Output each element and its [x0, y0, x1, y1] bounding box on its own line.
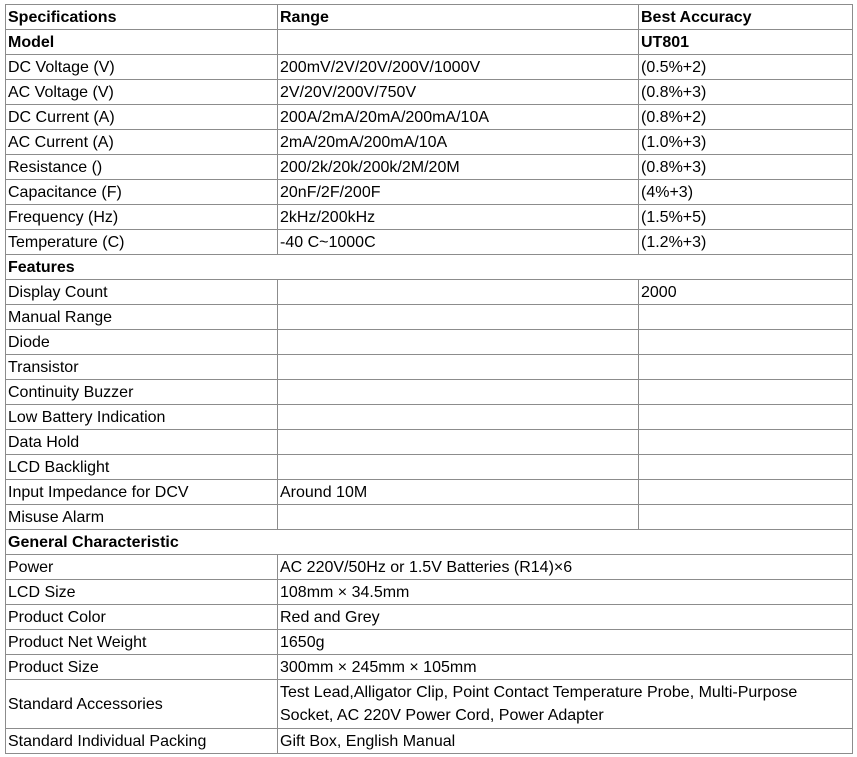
table-row	[6, 405, 853, 430]
spec-range: 2kHz/200kHz	[278, 205, 639, 230]
feature-range	[278, 430, 639, 455]
feature-name: Diode	[6, 330, 278, 355]
spec-accuracy: (0.5%+2)	[639, 55, 853, 80]
features-section-row	[6, 255, 853, 280]
spec-name: DC Current (A)	[6, 105, 278, 130]
feature-range	[278, 280, 639, 305]
spec-name: DC Voltage (V)	[6, 55, 278, 80]
header-specifications: Specifications	[6, 5, 278, 30]
spec-accuracy: (1.5%+5)	[639, 205, 853, 230]
model-range-empty	[278, 30, 639, 55]
spec-name: Temperature (C)	[6, 230, 278, 255]
general-value: 1650g	[278, 630, 853, 655]
general-value: Red and Grey	[278, 605, 853, 630]
feature-range	[278, 355, 639, 380]
feature-range	[278, 305, 639, 330]
table-row	[6, 105, 853, 130]
spec-range: 2V/20V/200V/750V	[278, 80, 639, 105]
model-value: UT801	[639, 30, 853, 55]
spec-range: 200mV/2V/20V/200V/1000V	[278, 55, 639, 80]
feature-name: Misuse Alarm	[6, 505, 278, 530]
feature-name: Low Battery Indication	[6, 405, 278, 430]
general-name: Power	[6, 555, 278, 580]
general-value: AC 220V/50Hz or 1.5V Batteries (R14)×6	[278, 555, 853, 580]
spec-name: AC Current (A)	[6, 130, 278, 155]
feature-accuracy	[639, 405, 853, 430]
table-row	[6, 55, 853, 80]
header-range: Range	[278, 5, 639, 30]
features-section-title: Features	[6, 255, 853, 280]
general-name: LCD Size	[6, 580, 278, 605]
feature-accuracy	[639, 505, 853, 530]
table-row	[6, 729, 853, 754]
table-row	[6, 605, 853, 630]
general-value: 300mm × 245mm × 105mm	[278, 655, 853, 680]
feature-accuracy	[639, 355, 853, 380]
feature-accuracy	[639, 430, 853, 455]
table-row	[6, 355, 853, 380]
table-row	[6, 655, 853, 680]
table-row	[6, 680, 853, 729]
spec-accuracy: (0.8%+3)	[639, 80, 853, 105]
general-name: Standard Individual Packing	[6, 729, 278, 754]
feature-accuracy	[639, 480, 853, 505]
header-row	[6, 5, 853, 30]
spec-name: Frequency (Hz)	[6, 205, 278, 230]
general-value: Test Lead,Alligator Clip, Point Contact Temperature Probe, Multi-Purpose Socket, AC 220V Power Cord, Power Adapter	[278, 680, 853, 729]
table-row	[6, 130, 853, 155]
spec-accuracy: (0.8%+2)	[639, 105, 853, 130]
table-row	[6, 230, 853, 255]
header-best-accuracy: Best Accuracy	[639, 5, 853, 30]
feature-name: Manual Range	[6, 305, 278, 330]
feature-name: Display Count	[6, 280, 278, 305]
spec-range: 2mA/20mA/200mA/10A	[278, 130, 639, 155]
spec-name: AC Voltage (V)	[6, 80, 278, 105]
table-row	[6, 480, 853, 505]
general-name: Product Net Weight	[6, 630, 278, 655]
feature-name: Input Impedance for DCV	[6, 480, 278, 505]
spec-name: Capacitance (F)	[6, 180, 278, 205]
specifications-table	[5, 4, 853, 754]
table-row	[6, 380, 853, 405]
general-section-title: General Characteristic	[6, 530, 853, 555]
feature-accuracy: 2000	[639, 280, 853, 305]
feature-range: Around 10M	[278, 480, 639, 505]
table-row	[6, 80, 853, 105]
feature-name: Data Hold	[6, 430, 278, 455]
feature-accuracy	[639, 305, 853, 330]
table-row	[6, 630, 853, 655]
table-row	[6, 280, 853, 305]
spec-accuracy: (1.2%+3)	[639, 230, 853, 255]
feature-range	[278, 330, 639, 355]
table-row	[6, 430, 853, 455]
general-value: Gift Box, English Manual	[278, 729, 853, 754]
spec-range: -40 C~1000C	[278, 230, 639, 255]
general-name: Product Size	[6, 655, 278, 680]
general-name: Product Color	[6, 605, 278, 630]
feature-range	[278, 380, 639, 405]
table-row	[6, 555, 853, 580]
model-row	[6, 30, 853, 55]
table-row	[6, 330, 853, 355]
table-row	[6, 205, 853, 230]
spec-name: Resistance ()	[6, 155, 278, 180]
feature-accuracy	[639, 455, 853, 480]
spec-accuracy: (0.8%+3)	[639, 155, 853, 180]
feature-range	[278, 455, 639, 480]
feature-range	[278, 505, 639, 530]
table-row	[6, 455, 853, 480]
general-value: 108mm × 34.5mm	[278, 580, 853, 605]
table-row	[6, 155, 853, 180]
feature-range	[278, 405, 639, 430]
feature-accuracy	[639, 380, 853, 405]
spec-range: 200/2k/20k/200k/2M/20M	[278, 155, 639, 180]
spec-accuracy: (1.0%+3)	[639, 130, 853, 155]
spec-accuracy: (4%+3)	[639, 180, 853, 205]
feature-name: Continuity Buzzer	[6, 380, 278, 405]
table-row	[6, 580, 853, 605]
table-row	[6, 180, 853, 205]
table-row	[6, 305, 853, 330]
general-section-row	[6, 530, 853, 555]
general-name: Standard Accessories	[6, 680, 278, 729]
feature-accuracy	[639, 330, 853, 355]
feature-name: LCD Backlight	[6, 455, 278, 480]
spec-range: 200A/2mA/20mA/200mA/10A	[278, 105, 639, 130]
table-row	[6, 505, 853, 530]
feature-name: Transistor	[6, 355, 278, 380]
spec-range: 20nF/2F/200F	[278, 180, 639, 205]
model-label: Model	[6, 30, 278, 55]
